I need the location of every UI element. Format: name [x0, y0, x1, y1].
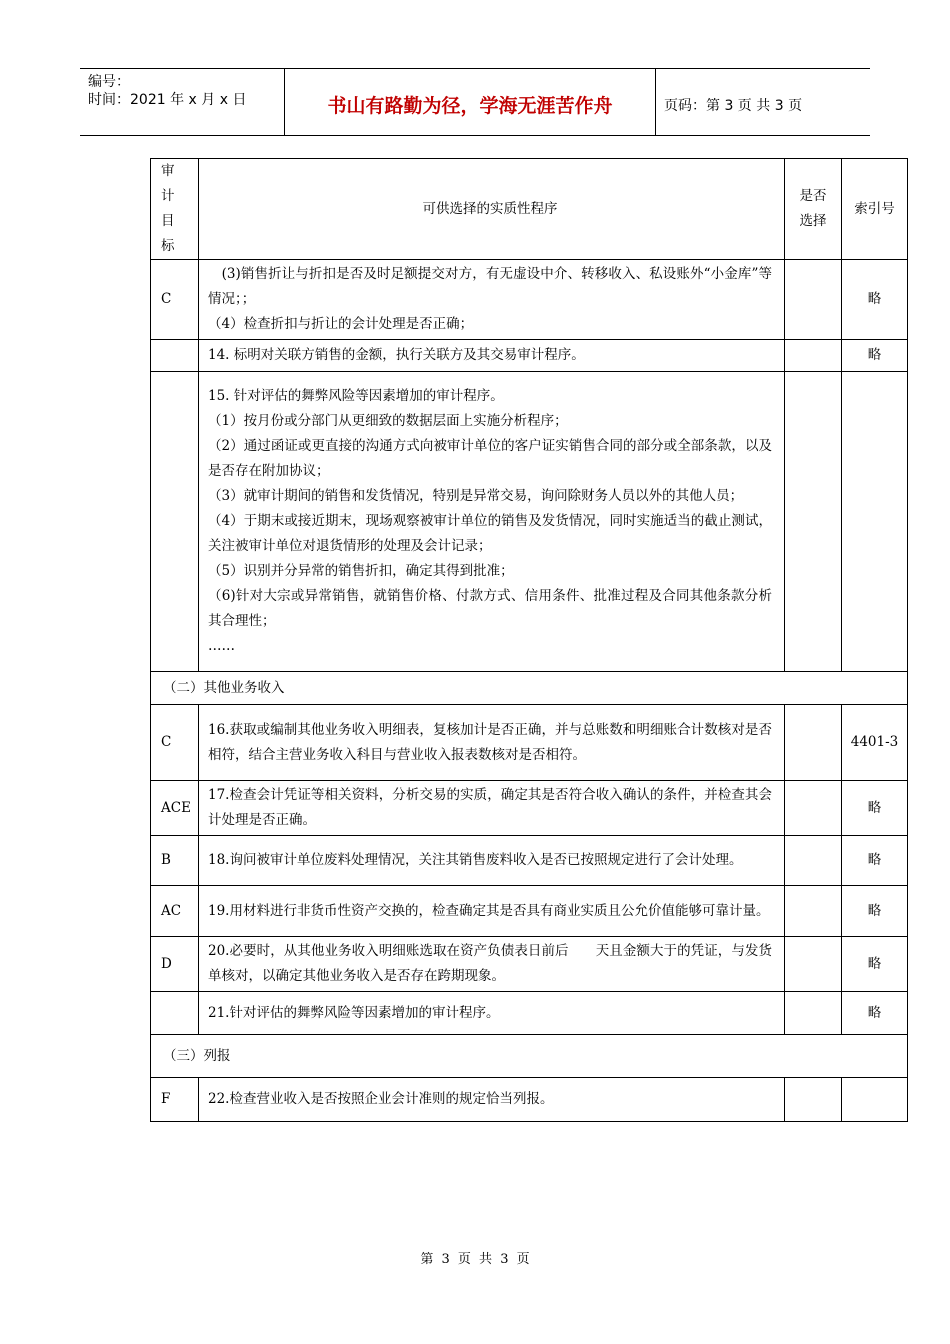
procedure-line: （4）于期末或接近期末，现场观察被审计单位的销售及发货情况，同时实施适当的截止测试，关注被审计单位对退货情形的处理及会计记录； — [208, 513, 772, 554]
document-time-label: 时间：2021 年 x 月 x 日 — [88, 92, 247, 108]
table-row — [151, 260, 908, 340]
table-row — [151, 705, 908, 781]
row-index — [842, 1078, 908, 1122]
row-index: 略 — [842, 781, 908, 836]
procedure-line: （1）按月份或分部门从更细致的数据层面上实施分析程序； — [208, 413, 568, 429]
procedure-line: 22.检查营业收入是否按照企业会计准则的规定恰当列报。 — [208, 1091, 554, 1107]
row-procedure — [199, 705, 785, 781]
header-motto: 书山有路勤为径，学海无涯苦作舟 — [327, 95, 613, 117]
procedure-line: 18.询问被审计单位废料处理情况，关注其销售废料收入是否已按照规定进行了会计处理。 — [208, 852, 743, 868]
table-row — [151, 937, 908, 992]
row-selected-cell[interactable] — [785, 1078, 842, 1122]
row-selected-cell[interactable] — [785, 260, 842, 340]
objective-header-char: 计 — [161, 188, 175, 204]
row-objective — [151, 372, 199, 672]
procedure-line: （5）识别并分异常的销售折扣，确定其得到批准； — [208, 563, 514, 579]
row-procedure — [199, 937, 785, 992]
objective-header-char: 标 — [161, 238, 175, 254]
row-objective: C — [151, 260, 199, 340]
row-procedure — [199, 781, 785, 836]
row-procedure — [199, 372, 785, 672]
row-selected-cell[interactable] — [785, 372, 842, 672]
row-procedure — [199, 992, 785, 1035]
procedure-line: 20.必要时，从其他业务收入明细账选取在资产负债表日前后 天且金额大于的凭证，与发货单核对，以确定其他业务收入是否存在跨期现象。 — [208, 943, 772, 984]
section-title-other-revenue: （二）其他业务收入 — [151, 672, 908, 705]
procedure-line: 21.针对评估的舞弊风险等因素增加的审计程序。 — [208, 1004, 500, 1021]
objective-header-char: 审 — [161, 163, 175, 179]
row-selected-cell[interactable] — [785, 886, 842, 937]
index-header: 索引号 — [842, 159, 908, 260]
row-selected-cell[interactable] — [785, 781, 842, 836]
header-divider — [655, 69, 656, 135]
row-index: 略 — [842, 260, 908, 340]
section-row — [151, 672, 908, 705]
row-objective — [151, 340, 199, 372]
document-header — [80, 68, 870, 136]
procedure-line: （3）就审计期间的销售和发货情况，特别是异常交易，询问除财务人员以外的其他人员； — [208, 488, 744, 504]
procedure-line: （4）检查折扣与折让的会计处理是否正确； — [208, 316, 474, 332]
row-selected-cell[interactable] — [785, 836, 842, 886]
row-index: 略 — [842, 836, 908, 886]
row-selected-cell[interactable] — [785, 705, 842, 781]
row-objective: C — [151, 705, 199, 781]
procedure-header: 可供选择的实质性程序 — [199, 159, 785, 260]
row-selected-cell[interactable] — [785, 937, 842, 992]
procedure-line: 16.获取或编制其他业务收入明细表，复核加计是否正确，并与总账数和明细账合计数核对是否相符，结合主营业务收入科目与营业收入报表数核对是否相符。 — [208, 721, 772, 763]
audit-procedure-table — [150, 158, 908, 1122]
row-objective — [151, 992, 199, 1035]
header-page-label: 页码：第 3 页 共 3 页 — [664, 98, 803, 114]
row-index — [842, 372, 908, 672]
row-index: 4401-3 — [842, 705, 908, 781]
table-row — [151, 781, 908, 836]
row-procedure — [199, 340, 785, 372]
page-footer: 第 3 页 共 3 页 — [420, 1252, 530, 1267]
section-row — [151, 1035, 908, 1078]
table-header-row — [151, 159, 908, 260]
table-row — [151, 340, 908, 372]
table-row — [151, 1078, 908, 1122]
procedure-line: （2）通过函证或更直接的沟通方式向被审计单位的客户证实销售合同的部分或全部条款，以及是否存在附加协议； — [208, 438, 772, 479]
table-row — [151, 886, 908, 937]
selected-header — [785, 159, 842, 260]
row-objective: AC — [151, 886, 199, 937]
row-procedure — [199, 886, 785, 937]
objective-header-char: 目 — [161, 213, 175, 229]
row-objective: ACE — [151, 781, 199, 836]
procedure-line: 15. 针对评估的舞弊风险等因素增加的审计程序。 — [208, 388, 504, 404]
selected-header-line: 是否 — [799, 188, 827, 204]
row-procedure — [199, 260, 785, 340]
row-procedure — [199, 1078, 785, 1122]
row-index: 略 — [842, 886, 908, 937]
row-objective: D — [151, 937, 199, 992]
header-meta — [88, 73, 284, 109]
row-selected-cell[interactable] — [785, 340, 842, 372]
table-row — [151, 372, 908, 672]
objective-header — [151, 159, 199, 260]
row-index: 略 — [842, 340, 908, 372]
procedure-line: …… — [208, 638, 235, 654]
procedure-line: 17.检查会计凭证等相关资料，分析交易的实质，确定其是否符合收入确认的条件，并检查其会计处理是否正确。 — [208, 787, 772, 828]
procedure-line: (3)销售折让与折扣是否及时足额提交对方，有无虚设中介、转移收入、私设账外“小金库”等情况；； — [208, 266, 772, 307]
selected-header-line: 选择 — [799, 213, 827, 229]
row-objective: F — [151, 1078, 199, 1122]
row-procedure — [199, 836, 785, 886]
row-index: 略 — [842, 992, 908, 1035]
procedure-line: （6)针对大宗或异常销售，就销售价格、付款方式、信用条件、批准过程及合同其他条款分析其合理性； — [208, 588, 772, 629]
procedure-line: 14. 标明对关联方销售的金额，执行关联方及其交易审计程序。 — [208, 347, 585, 363]
procedure-line: 19.用材料进行非货币性资产交换的，检查确定其是否具有商业实质且公允价值能够可靠计量。 — [208, 902, 770, 919]
document-number-label: 编号： — [88, 74, 130, 90]
row-index: 略 — [842, 937, 908, 992]
table-row — [151, 992, 908, 1035]
table-row — [151, 836, 908, 886]
section-title-presentation: （三）列报 — [151, 1035, 908, 1078]
row-objective: B — [151, 836, 199, 886]
row-selected-cell[interactable] — [785, 992, 842, 1035]
